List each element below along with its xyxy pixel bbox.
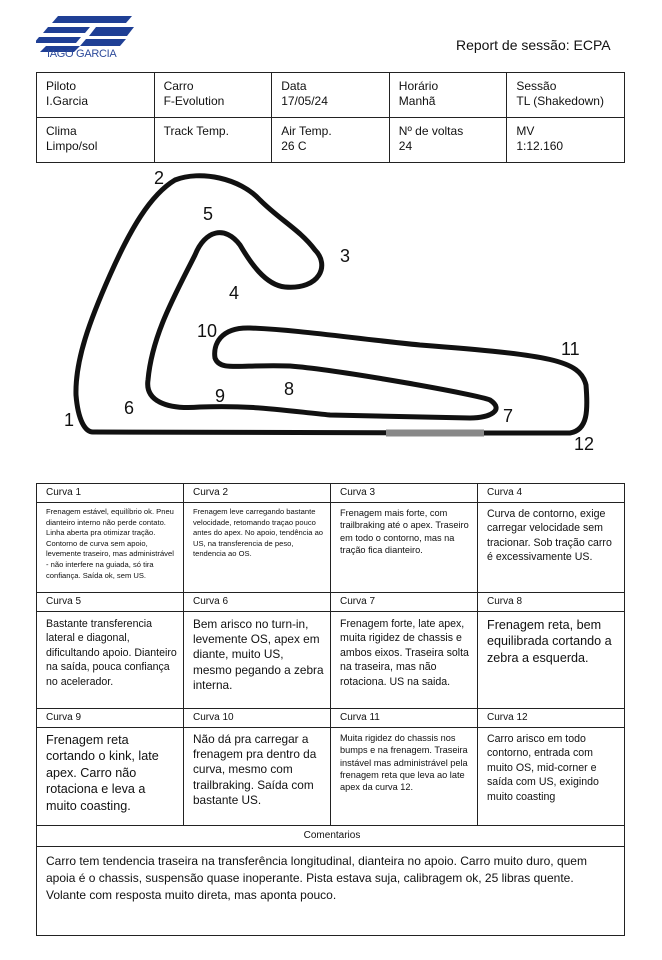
info-cell-piloto xyxy=(37,73,155,118)
info-cell-track-temp xyxy=(154,118,272,163)
curve-note: Muita rigidez do chassis nos bumps e na frenagem. Traseira instável mas administrável pela frenagem reta que leva ao late apex da curva 12. xyxy=(331,728,478,826)
info-value: Manhã xyxy=(398,94,436,108)
info-label: Air Temp. xyxy=(281,124,332,138)
curve-body-row xyxy=(37,503,625,593)
session-info-table xyxy=(36,72,625,163)
corner-label-5: 5 xyxy=(203,204,214,224)
curve-note: Bastante transferencia lateral e diagonal, dificultando apoio. Dianteiro na saída, pouca confiança no acelerador. xyxy=(37,612,184,709)
info-label: Nº de voltas xyxy=(398,124,464,138)
info-cell-clima xyxy=(37,118,155,163)
comments-title: Comentarios xyxy=(37,826,625,847)
curve-note: Bem arisco no turn-in, levemente OS, apex em diante, muito US, mesmo pegando a zebra interna. xyxy=(184,612,331,709)
session-info-row xyxy=(37,118,625,163)
info-cell-air-temp xyxy=(272,118,390,163)
info-cell-mv xyxy=(507,118,625,163)
curve-header-row xyxy=(37,709,625,728)
info-label: Piloto xyxy=(46,79,77,93)
info-cell-horario xyxy=(389,73,507,118)
curve-title: Curva 9 xyxy=(37,709,184,728)
info-value: 1:12.160 xyxy=(516,139,564,153)
curve-note: Frenagem mais forte, com trailbraking até o apex. Traseiro em todo o contorno, mas na tração fica dianteiro. xyxy=(331,503,478,593)
curve-title: Curva 5 xyxy=(37,593,184,612)
info-label: Track Temp. xyxy=(163,124,229,138)
curve-title: Curva 3 xyxy=(331,484,478,503)
corner-label-3: 3 xyxy=(340,246,351,266)
session-info-row xyxy=(37,73,625,118)
info-cell-voltas xyxy=(389,118,507,163)
curve-note: Frenagem estável, equilíbrio ok. Pneu dianteiro interno não perde contato. Linha aberta pra otimizar tração. Contorno de curva sem apoio, levemente traseiro, mas administrável - não interfere na guiada, só tira confiança. Saída ok, sem US. xyxy=(37,503,184,593)
report-title: Report de sessão: ECPA xyxy=(456,37,611,53)
comments-header-row xyxy=(37,826,625,847)
curve-title: Curva 10 xyxy=(184,709,331,728)
curve-title: Curva 2 xyxy=(184,484,331,503)
info-label: Data xyxy=(281,79,307,93)
curve-header-row xyxy=(37,484,625,503)
logo-text: IAGO GARCIA xyxy=(47,48,117,60)
corner-label-4: 4 xyxy=(229,283,240,303)
curve-note: Carro arisco em todo contorno, entrada com muito OS, mid-corner e saída com US, exigindo muito coasting xyxy=(478,728,625,826)
curve-title: Curva 12 xyxy=(478,709,625,728)
info-label: Sessão xyxy=(516,79,557,93)
info-label: Carro xyxy=(163,79,194,93)
info-value: 17/05/24 xyxy=(281,94,328,108)
track-outline xyxy=(76,176,587,433)
info-label: Horário xyxy=(398,79,439,93)
curve-header-row xyxy=(37,593,625,612)
curve-body-row xyxy=(37,728,625,826)
info-cell-sessao xyxy=(507,73,625,118)
curve-note: Curva de contorno, exige carregar velocidade sem tracionar. Sob tração carro é excessivamente US. xyxy=(478,503,625,593)
curve-note: Não dá pra carregar a frenagem pra dentro da curva, mesmo com trailbraking. Saída com bastante US. xyxy=(184,728,331,826)
corner-label-12: 12 xyxy=(574,434,595,454)
curve-title: Curva 8 xyxy=(478,593,625,612)
info-label: Clima xyxy=(46,124,77,138)
corner-label-6: 6 xyxy=(124,398,135,418)
corner-label-7: 7 xyxy=(503,406,514,426)
info-cell-carro xyxy=(154,73,272,118)
info-value: I.Garcia xyxy=(46,94,89,108)
curve-title: Curva 7 xyxy=(331,593,478,612)
curve-body-row xyxy=(37,612,625,709)
corner-label-10: 10 xyxy=(197,321,218,341)
curve-title: Curva 1 xyxy=(37,484,184,503)
corner-label-9: 9 xyxy=(215,386,226,406)
comments-body-row xyxy=(37,847,625,936)
info-value: Limpo/sol xyxy=(46,139,98,153)
curve-note: Frenagem leve carregando bastante velocidade, retomando traçao pouco antes do apex. No apoio, tendência ao US, na transferencia de peso, tendencia ao OS. xyxy=(184,503,331,593)
curve-note: Frenagem reta cortando o kink, late apex. Carro não rotaciona e leva a muito coasting. xyxy=(37,728,184,826)
curve-title: Curva 6 xyxy=(184,593,331,612)
corner-label-11: 11 xyxy=(561,339,580,359)
comments-text: Carro tem tendencia traseira na transferência longitudinal, dianteira no apoio. Carro muito duro, quem apoia é o chassis, suspensão quase inoperante. Pista estava suja, calibragem ok, 25 libras quente. Volante com resposta muito direta, mas aponta pouco. xyxy=(37,847,625,936)
corner-label-1: 1 xyxy=(64,410,75,430)
curve-title: Curva 11 xyxy=(331,709,478,728)
info-cell-data xyxy=(272,73,390,118)
curve-title: Curva 4 xyxy=(478,484,625,503)
info-value: 26 C xyxy=(281,139,307,153)
info-value: TL (Shakedown) xyxy=(516,94,604,108)
info-value: 24 xyxy=(398,139,413,153)
corner-label-8: 8 xyxy=(284,379,295,399)
info-value: F-Evolution xyxy=(163,94,225,108)
track-map xyxy=(0,160,662,480)
info-label: MV xyxy=(516,124,535,138)
curves-table xyxy=(36,483,625,936)
curve-note: Frenagem reta, bem equilibrada cortando a zebra a esquerda. xyxy=(478,612,625,709)
corner-label-2: 2 xyxy=(154,168,165,188)
curve-note: Frenagem forte, late apex, muita rigidez de chassis e ambos eixos. Traseira solta na traseira, mas não rotaciona. US na saida. xyxy=(331,612,478,709)
